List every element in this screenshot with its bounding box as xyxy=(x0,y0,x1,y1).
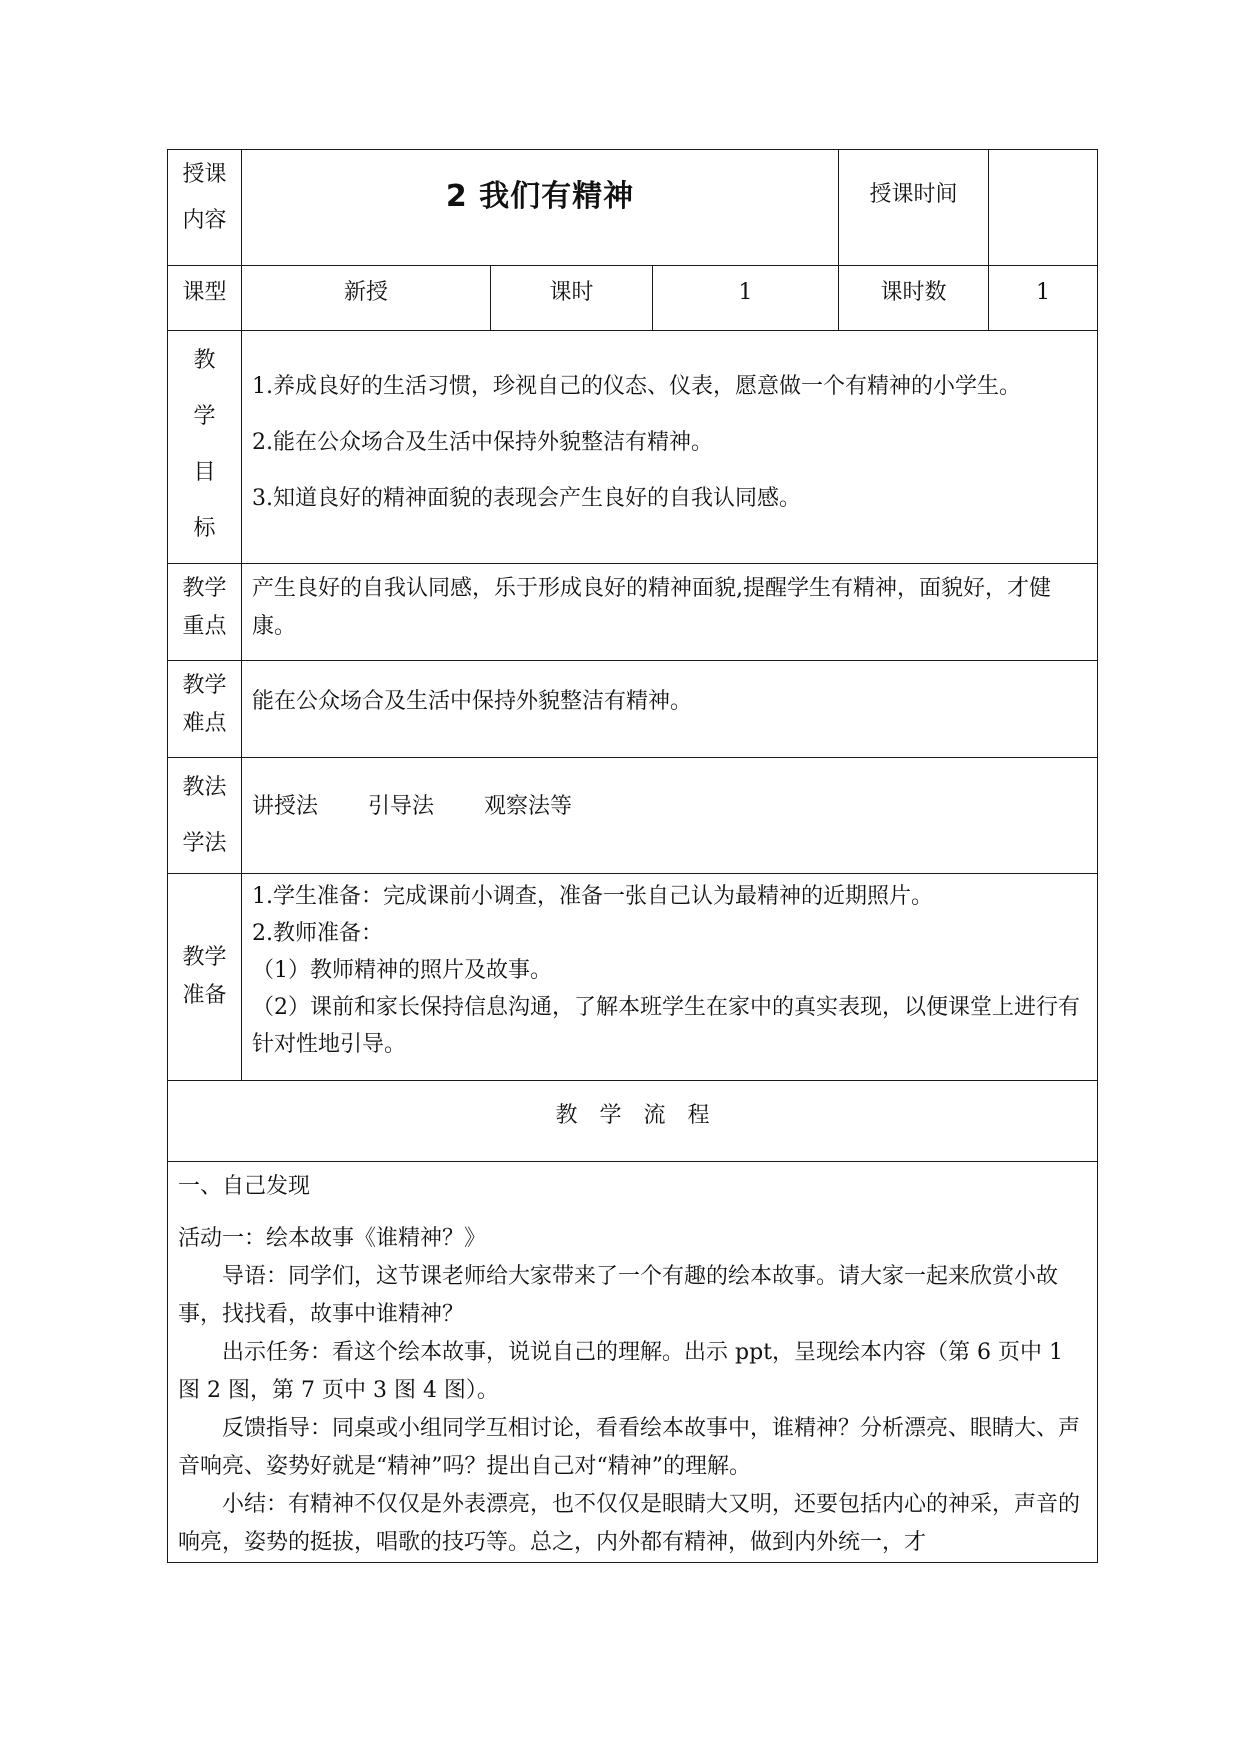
objectives-label-char: 目 xyxy=(193,460,216,485)
key-points-text: 产生良好的自我认同感，乐于形成良好的精神面貌,提醒学生有精神，面貌好，才健康。 xyxy=(252,576,1051,639)
flow-paragraph: 出示任务：看这个绘本故事，说说自己的理解。出示 ppt，呈现绘本内容（第 6 页中 1 图 2 图，第 7 页中 3 图 4 图）。 xyxy=(178,1340,1063,1403)
objectives-label-cell xyxy=(168,331,242,564)
lesson-title: 2 我们有精神 xyxy=(445,179,635,214)
difficulties-row xyxy=(168,661,1098,758)
methods-label-cell xyxy=(168,758,242,874)
period-label-cell xyxy=(491,266,653,331)
flow-paragraph: 小结：有精神不仅仅是外表漂亮，也不仅仅是眼睛大又明，还要包括内心的神采，声音的响亮，姿势的挺拔，唱歌的技巧等。总之，内外都有精神，做到内外统一，才 xyxy=(178,1492,1081,1555)
objectives-cell xyxy=(242,331,1098,564)
time-label-cell xyxy=(839,150,989,266)
objective-item: 2.能在公众场合及生活中保持外貌整洁有精神。 xyxy=(252,430,713,455)
meta-row xyxy=(168,266,1098,331)
preparation-line: 1.学生准备：完成课前小调查，准备一张自己认为最精神的近期照片。 xyxy=(252,884,933,909)
preparation-cell xyxy=(242,874,1098,1081)
objectives-label-char: 教 xyxy=(193,348,216,373)
preparation-line: 2.教师准备： xyxy=(252,921,383,946)
preparation-label-cell xyxy=(168,874,242,1081)
difficulties-text: 能在公众场合及生活中保持外貌整洁有精神。 xyxy=(252,689,693,714)
flow-heading-row xyxy=(168,1081,1098,1162)
flow-section-title: 一、自己发现 xyxy=(178,1174,311,1199)
type-value-cell xyxy=(242,266,491,331)
flow-content-cell xyxy=(168,1162,1098,1563)
flow-heading-cell xyxy=(168,1081,1098,1162)
objectives-label-char: 学 xyxy=(193,404,216,429)
type-value: 新授 xyxy=(343,280,388,305)
content-label-cell xyxy=(168,150,242,266)
time-label: 授课时间 xyxy=(869,182,958,207)
lesson-plan-table xyxy=(167,149,1098,1563)
period-value-cell xyxy=(653,266,839,331)
count-value-cell xyxy=(989,266,1098,331)
flow-activity-title: 活动一：绘本故事《谁精神？》 xyxy=(178,1226,487,1251)
title-cell xyxy=(242,150,839,266)
difficulties-cell xyxy=(242,661,1098,758)
count-value: 1 xyxy=(1036,280,1050,305)
preparation-line: （2）课前和家长保持信息沟通，了解本班学生在家中的真实表现，以便课堂上进行有针对性地引导。 xyxy=(252,995,1080,1057)
flow-paragraph: 反馈指导：同桌或小组同学互相讨论，看看绘本故事中，谁精神？分析漂亮、眼睛大、声音响亮、姿势好就是“精神”吗？提出自己对“精神”的理解。 xyxy=(178,1416,1081,1479)
content-label-line: 内容 xyxy=(182,208,227,233)
preparation-label-line: 准备 xyxy=(182,983,227,1008)
difficulties-label-line: 难点 xyxy=(182,711,227,736)
difficulties-label-line: 教学 xyxy=(182,673,227,698)
objectives-label-char: 标 xyxy=(193,516,216,541)
methods-label-line: 教法 xyxy=(182,775,227,800)
header-row xyxy=(168,150,1098,266)
key-points-label-cell xyxy=(168,564,242,661)
difficulties-label-cell xyxy=(168,661,242,758)
method-item: 讲授法 xyxy=(252,794,319,819)
type-label-cell xyxy=(168,266,242,331)
methods-cell xyxy=(242,758,1098,874)
objective-item: 1.养成良好的生活习惯，珍视自己的仪态、仪表，愿意做一个有精神的小学生。 xyxy=(252,374,1021,399)
methods-label-line: 学法 xyxy=(182,831,227,856)
key-points-label-line: 重点 xyxy=(182,614,227,639)
preparation-line: （1）教师精神的照片及故事。 xyxy=(252,958,552,983)
content-label-line: 授课 xyxy=(182,162,227,187)
flow-heading: 教学流程 xyxy=(555,1103,732,1128)
method-item: 引导法 xyxy=(368,794,435,819)
count-label-cell xyxy=(839,266,989,331)
period-value: 1 xyxy=(738,280,753,305)
objectives-row xyxy=(168,331,1098,564)
key-points-row xyxy=(168,564,1098,661)
key-points-cell xyxy=(242,564,1098,661)
methods-row xyxy=(168,758,1098,874)
key-points-label-line: 教学 xyxy=(182,576,227,601)
objective-item: 3.知道良好的精神面貌的表现会产生良好的自我认同感。 xyxy=(252,486,801,511)
period-label: 课时 xyxy=(549,280,594,305)
method-item: 观察法等 xyxy=(484,794,573,819)
flow-paragraph: 导语：同学们，这节课老师给大家带来了一个有趣的绘本故事。请大家一起来欣赏小故事，找找看，故事中谁精神？ xyxy=(178,1264,1059,1327)
type-label: 课型 xyxy=(182,280,227,305)
flow-content-row xyxy=(168,1162,1098,1563)
preparation-label-line: 教学 xyxy=(182,945,227,970)
time-value-cell xyxy=(989,150,1098,266)
count-label: 课时数 xyxy=(880,280,947,305)
preparation-row xyxy=(168,874,1098,1081)
